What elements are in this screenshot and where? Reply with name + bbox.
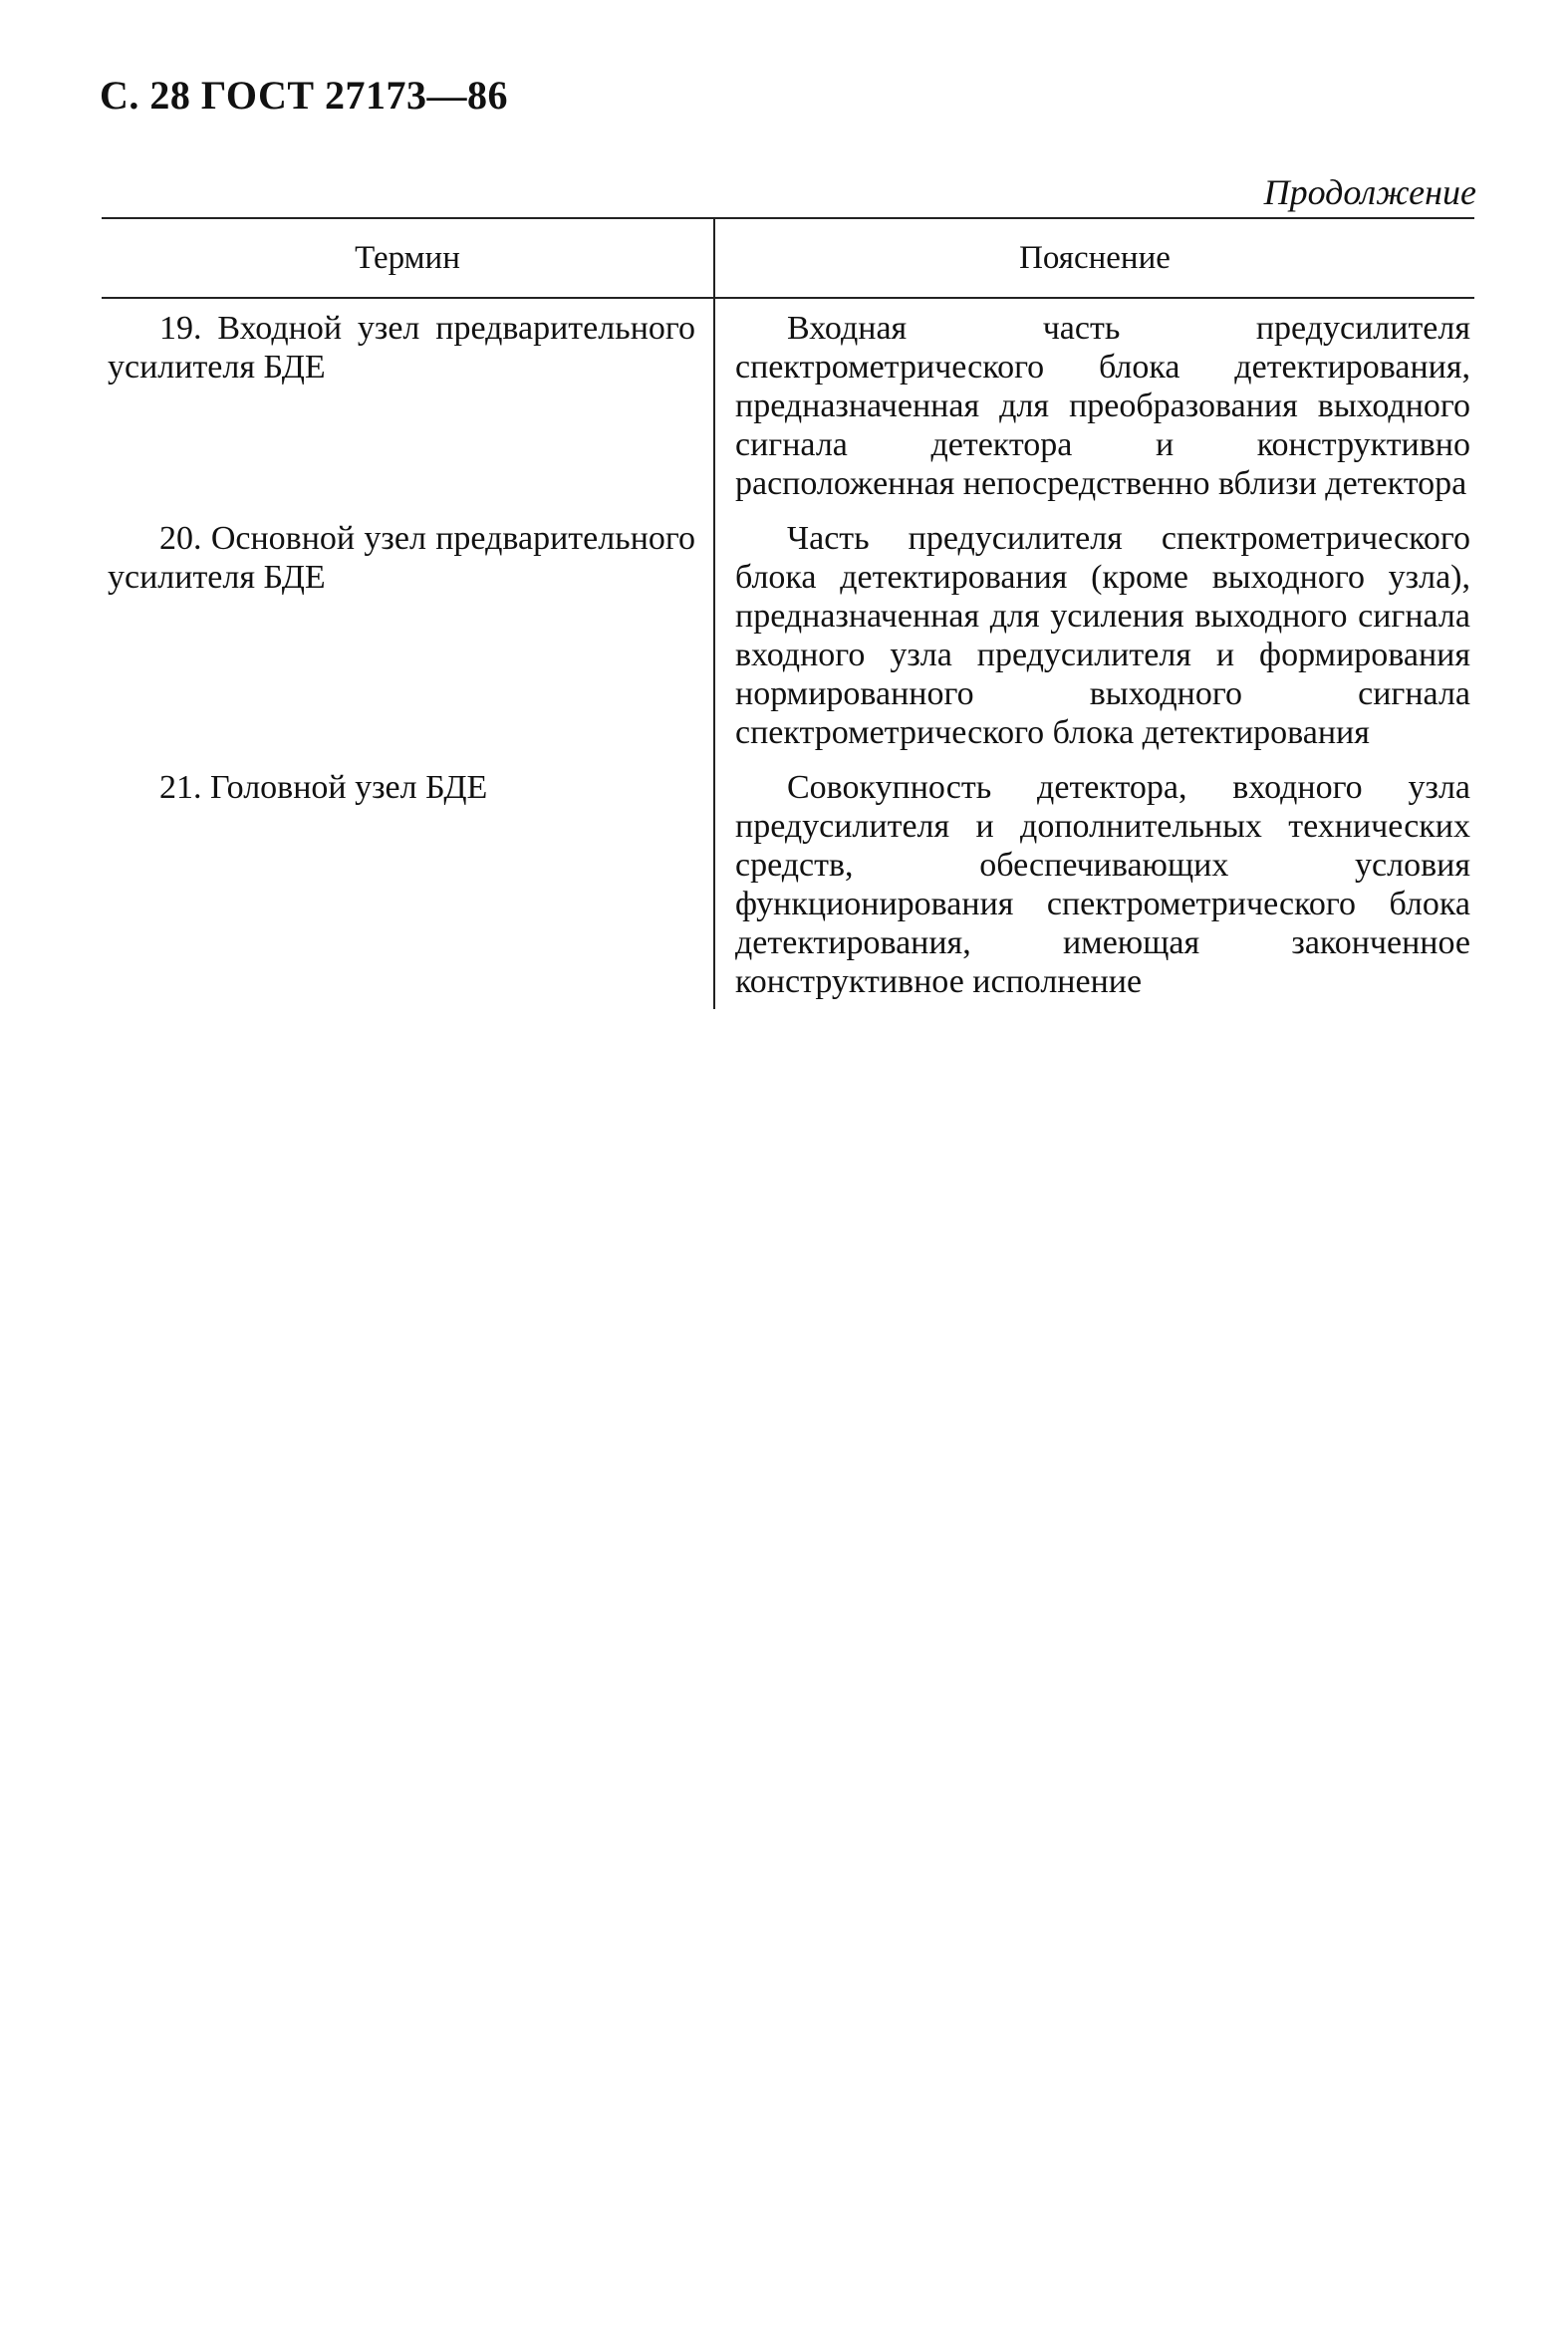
terms-table	[102, 217, 1474, 1009]
page-header: С. 28 ГОСТ 27173—86	[100, 73, 509, 118]
explanation-text: Входная часть предусилителя спектрометрического блока детектирования, предназначенная для преобразования выходного сигнала детектора и конструктивно расположенная непосредственно вблизи детектора	[735, 310, 1470, 502]
explanation-text: Часть предусилителя спектрометрического блока детектирования (кроме выходного узла), предназначенная для усиления выходного сигнала входного узла предусилителя и формирования нормированного выходного сигнала спектрометрического блока детектирования	[735, 520, 1470, 751]
explanation-cell	[713, 760, 1474, 1009]
explanation-cell	[713, 511, 1474, 760]
column-header-explanation: Пояснение	[713, 219, 1474, 297]
term-cell	[102, 511, 713, 760]
term-text: 20. Основной узел предварительного усилителя БДЕ	[108, 520, 695, 596]
term-cell	[102, 299, 713, 511]
table-header-row	[102, 217, 1474, 299]
column-header-term: Термин	[355, 239, 460, 276]
table-row	[102, 511, 1474, 760]
continuation-label: Продолжение	[1263, 172, 1476, 212]
table-row	[102, 299, 1474, 511]
term-text: 19. Входной узел предварительного усилителя БДЕ	[108, 310, 695, 386]
table-row	[102, 760, 1474, 1009]
term-text: 21. Головной узел БДЕ	[159, 769, 488, 806]
table-body	[102, 299, 1474, 1009]
explanation-cell	[713, 299, 1474, 511]
term-cell	[102, 760, 713, 1009]
explanation-text: Совокупность детектора, входного узла предусилителя и дополнительных технических средств, обеспечивающих условия функционирования спектрометрического блока детектирования, имеющая законченное конструктивное исполнение	[735, 769, 1470, 1000]
